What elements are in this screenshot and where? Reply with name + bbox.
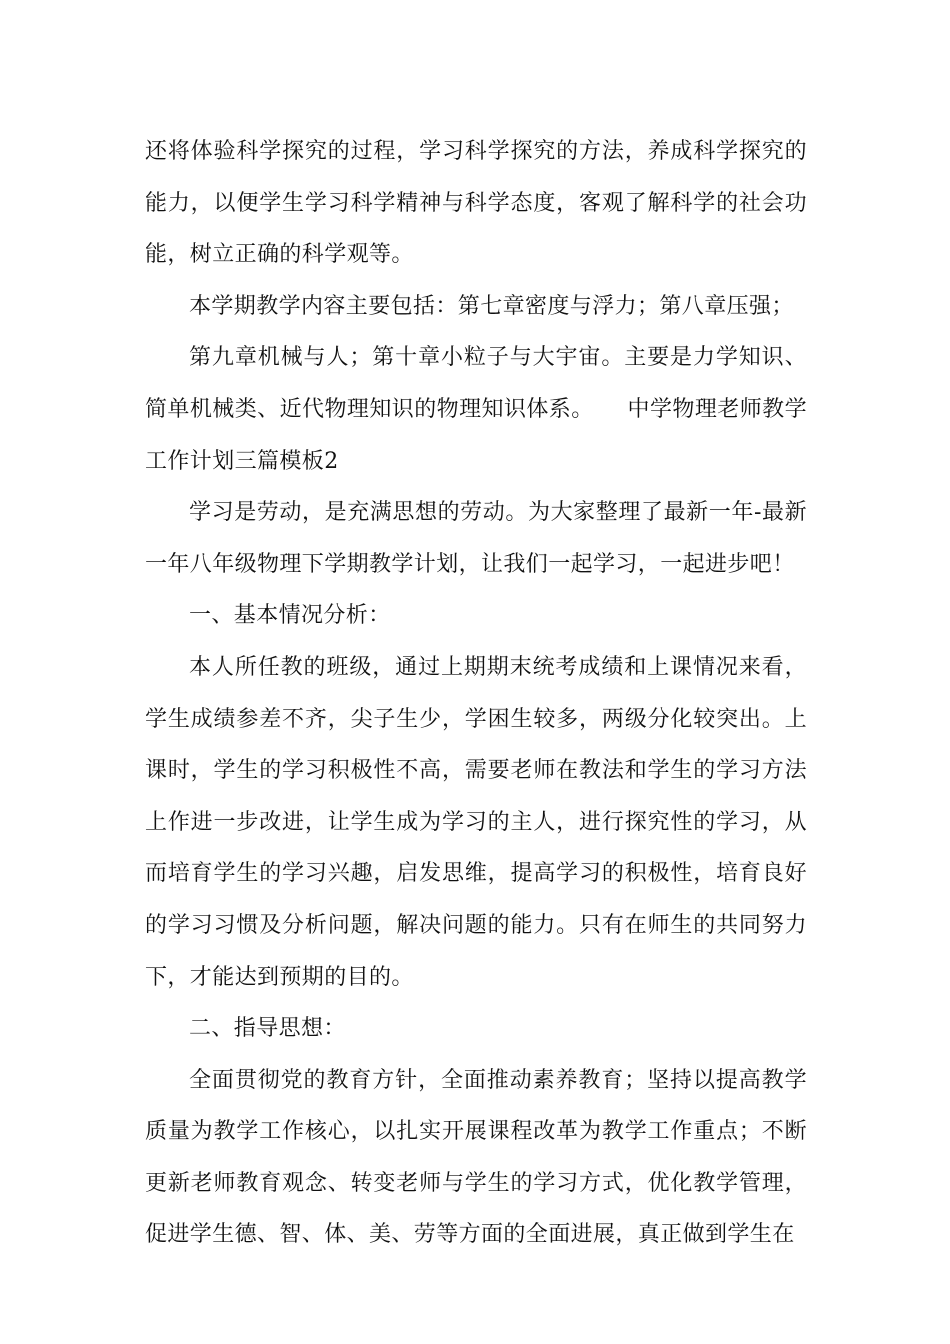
paragraph-basic-analysis: 本人所任教的班级，通过上期期末统考成绩和上课情况来看，学生成绩参差不齐，尖子生少，学困生较多，两级分化较突出。上课时，学生的学习积极性不高，需要老师在教法和学生的学习方法上作进一步改进，让学生成为学习的主人，进行探究性的学习，从而培育学生的学习兴趣，启发思维，提高学习的积极性，培育良好的学习习惯及分析问题，解决问题的能力。只有在师生的共同努力下，才能达到预期的目的。 <box>145 654 807 990</box>
paragraph-guiding-thought: 全面贯彻党的教育方针，全面推动素养教育；坚持以提高教学质量为教学工作核心，以扎实开展课程改革为教学工作重点；不断更新老师教育观念、转变老师与学生的学习方式，优化教学管理，促进学生德、智、体、美、劳等方面的全面进展，真正做到学生在 <box>145 1067 807 1248</box>
paragraph-content-scope: 本学期教学内容主要包括：第七章密度与浮力；第八章压强； <box>189 293 794 319</box>
section-heading-guiding-thought: 二、指导思想： <box>189 1016 346 1042</box>
paragraph-continuation: 还将体验科学探究的过程，学习科学探究的方法，养成科学探究的能力，以便学生学习科学精神与科学态度，客观了解科学的社会功能，树立正确的科学观等。 <box>145 139 807 268</box>
paragraph-intro: 学习是劳动，是充满思想的劳动。为大家整理了最新一年-最新一年八年级物理下学期教学计划，让我们一起学习，一起进步吧！ <box>145 500 807 577</box>
section-heading-basic-analysis: 一、基本情况分析： <box>189 603 391 629</box>
document-body <box>145 126 807 1261</box>
paragraph-chapters-and-heading: 第九章机械与人；第十章小粒子与大宇宙。主要是力学知识、简单机械类、近代物理知识的物理知识体系。 中学物理老师教学工作计划三篇模板2 <box>145 345 807 474</box>
